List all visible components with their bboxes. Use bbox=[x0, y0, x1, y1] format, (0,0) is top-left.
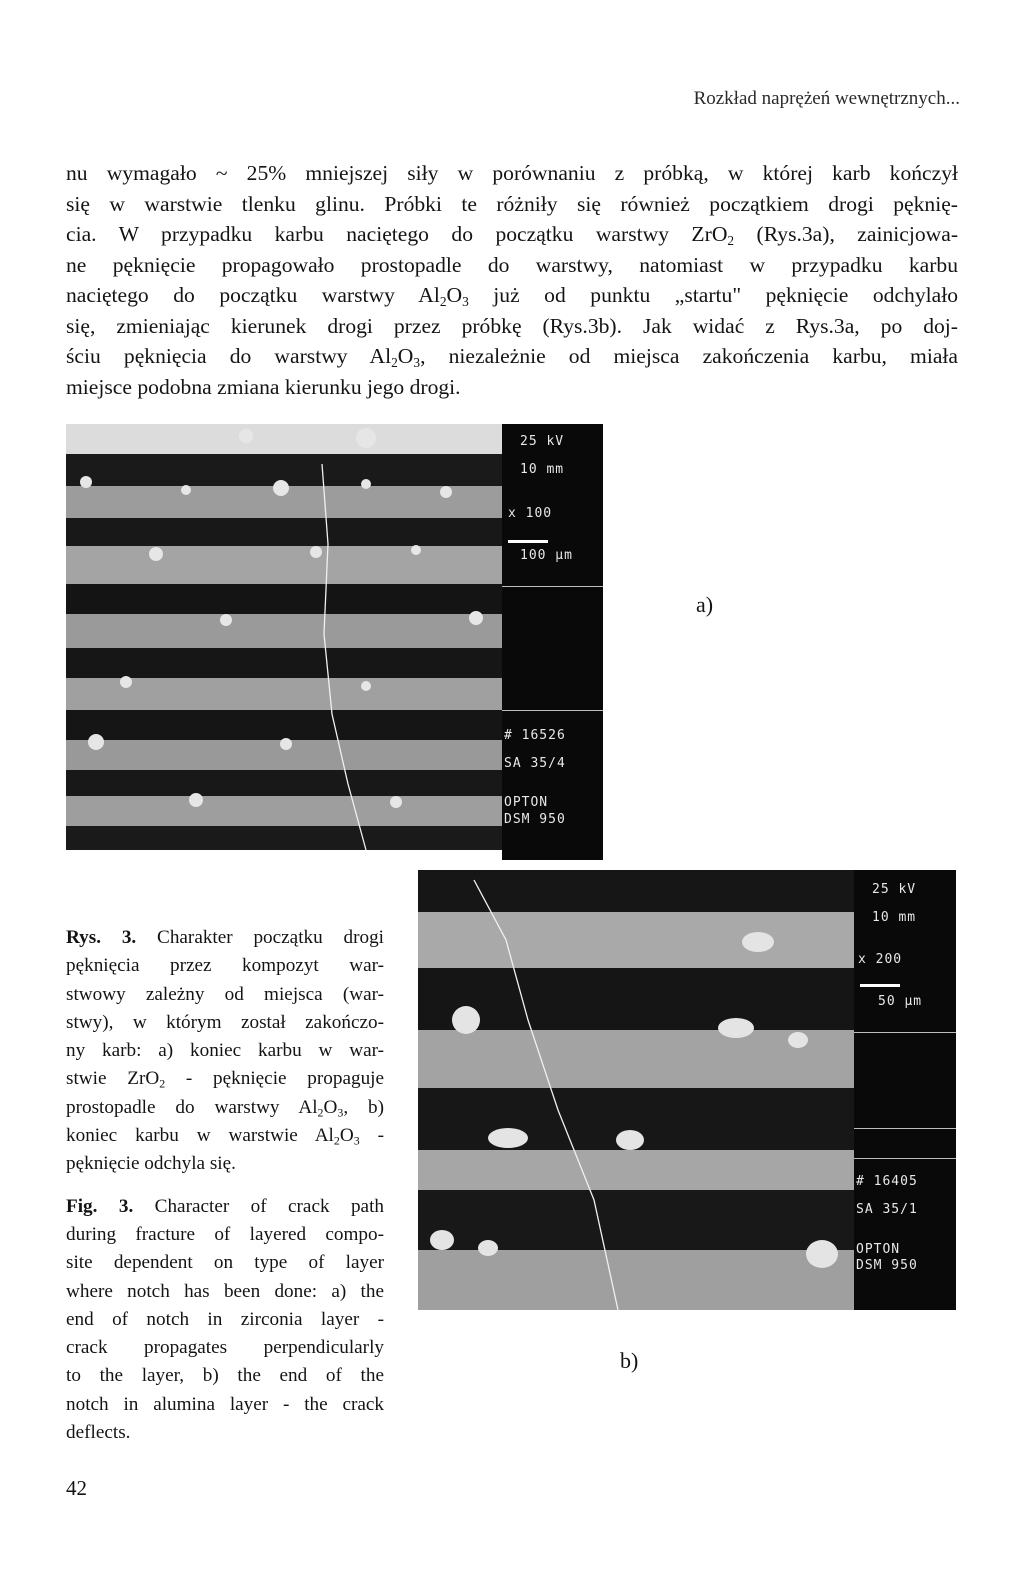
sem-info-panel-a bbox=[502, 424, 603, 860]
sem-magnification: x 200 bbox=[858, 952, 903, 967]
paragraph-line: miejsce podobna zmiana kierunku jego drogi. bbox=[66, 374, 461, 399]
caption-line: stwy), w którym został zakończo- bbox=[66, 1011, 384, 1033]
panel-divider bbox=[854, 1128, 956, 1129]
caption-line: stwie ZrO$_2$ - pęknięcie propaguje bbox=[66, 1068, 385, 1092]
caption-line: pęknięcie odchyla się. bbox=[66, 1153, 236, 1175]
scale-bar bbox=[860, 984, 900, 987]
caption-english bbox=[66, 1193, 384, 1448]
caption-line: koniec karbu w warstwie $Al_2O_3$ - bbox=[66, 1125, 384, 1148]
sem-info-panel-b bbox=[854, 870, 956, 1310]
sem-model: DSM 950 bbox=[504, 812, 566, 827]
sem-voltage: 25 kV bbox=[520, 434, 565, 449]
scale-bar bbox=[508, 540, 548, 543]
caption-line: ny karb: a) koniec karbu w war- bbox=[66, 1040, 384, 1062]
sem-brand: OPTON bbox=[856, 1242, 901, 1257]
figure-caption bbox=[66, 924, 384, 1447]
sem-working-distance: 10 mm bbox=[520, 462, 565, 477]
caption-line: prostopadle do warstwy $Al_2O_3$, b) bbox=[66, 1096, 384, 1120]
sem-scale: 100 μm bbox=[520, 548, 573, 563]
caption-line: crack propagates perpendicularly bbox=[66, 1337, 384, 1359]
sem-magnification: x 100 bbox=[508, 506, 553, 521]
sem-sample-id: SA 35/1 bbox=[856, 1202, 918, 1217]
sem-micrograph-a bbox=[66, 424, 502, 860]
sem-image-id: # 16526 bbox=[504, 728, 566, 743]
sem-brand: OPTON bbox=[504, 795, 549, 810]
paragraph-line: ne pęknięcie propagowało prostopadle do warstwy, natomiast w przypadku karbu bbox=[66, 252, 958, 277]
sem-voltage: 25 kV bbox=[872, 882, 917, 897]
caption-line: deflects. bbox=[66, 1422, 131, 1444]
caption-line: site dependent on type of layer bbox=[66, 1252, 384, 1274]
caption-line: where notch has been done: a) the bbox=[66, 1280, 384, 1302]
panel-divider bbox=[854, 1032, 956, 1033]
running-head: Rozkład naprężeń wewnętrznych... bbox=[693, 88, 960, 109]
paragraph-line: cia. W przypadku karbu naciętego do początku warstwy ZrO$_2$ (Rys.3a), zainicjowa- bbox=[66, 222, 959, 249]
paragraph-line: naciętego do początku warstwy $Al_2O_3$ już od punktu „startu" pęknięcie odchylało bbox=[66, 283, 959, 310]
page-number: 42 bbox=[66, 1476, 87, 1500]
panel-divider bbox=[502, 710, 603, 711]
paragraph-line: się w warstwie tlenku glinu. Próbki te różniły się również początkiem drogi pęknię- bbox=[66, 191, 958, 216]
sem-micrograph-b bbox=[418, 870, 854, 1310]
body-paragraph bbox=[66, 158, 958, 402]
sem-working-distance: 10 mm bbox=[872, 910, 917, 925]
sem-scale: 50 μm bbox=[878, 994, 923, 1009]
paragraph-line: się, zmieniając kierunek drogi przez próbkę (Rys.3b). Jak widać z Rys.3a, po doj- bbox=[66, 313, 958, 338]
caption-line: during fracture of layered compo- bbox=[66, 1223, 384, 1245]
sem-model: DSM 950 bbox=[856, 1258, 918, 1273]
sem-image-id: # 16405 bbox=[856, 1174, 918, 1189]
sem-sample-id: SA 35/4 bbox=[504, 756, 566, 771]
caption-line: notch in alumina layer - the crack bbox=[66, 1393, 384, 1415]
figure-b-label: b) bbox=[620, 1348, 639, 1373]
caption-polish bbox=[66, 924, 384, 1179]
caption-line: to the layer, b) the end of the bbox=[66, 1365, 384, 1387]
panel-divider bbox=[854, 1158, 956, 1159]
paragraph-line: ściu pęknięcia do warstwy $Al_2O_3$, niezależnie od miejsca zakończenia karbu, miała bbox=[66, 344, 959, 371]
paragraph-line: nu wymagało ~ 25% mniejszej siły w porównaniu z próbką, w której karb kończył bbox=[66, 161, 958, 185]
caption-line: Fig. 3. Character of crack path bbox=[66, 1195, 384, 1217]
caption-line: end of notch in zirconia layer - bbox=[66, 1308, 384, 1330]
figure-a-label: a) bbox=[696, 592, 714, 617]
caption-line: stwowy zależny od miejsca (war- bbox=[66, 983, 384, 1005]
panel-divider bbox=[502, 586, 603, 587]
caption-line: Rys. 3. Charakter początku drogi bbox=[66, 927, 385, 948]
caption-line: pęknięcia przez kompozyt war- bbox=[66, 955, 384, 977]
